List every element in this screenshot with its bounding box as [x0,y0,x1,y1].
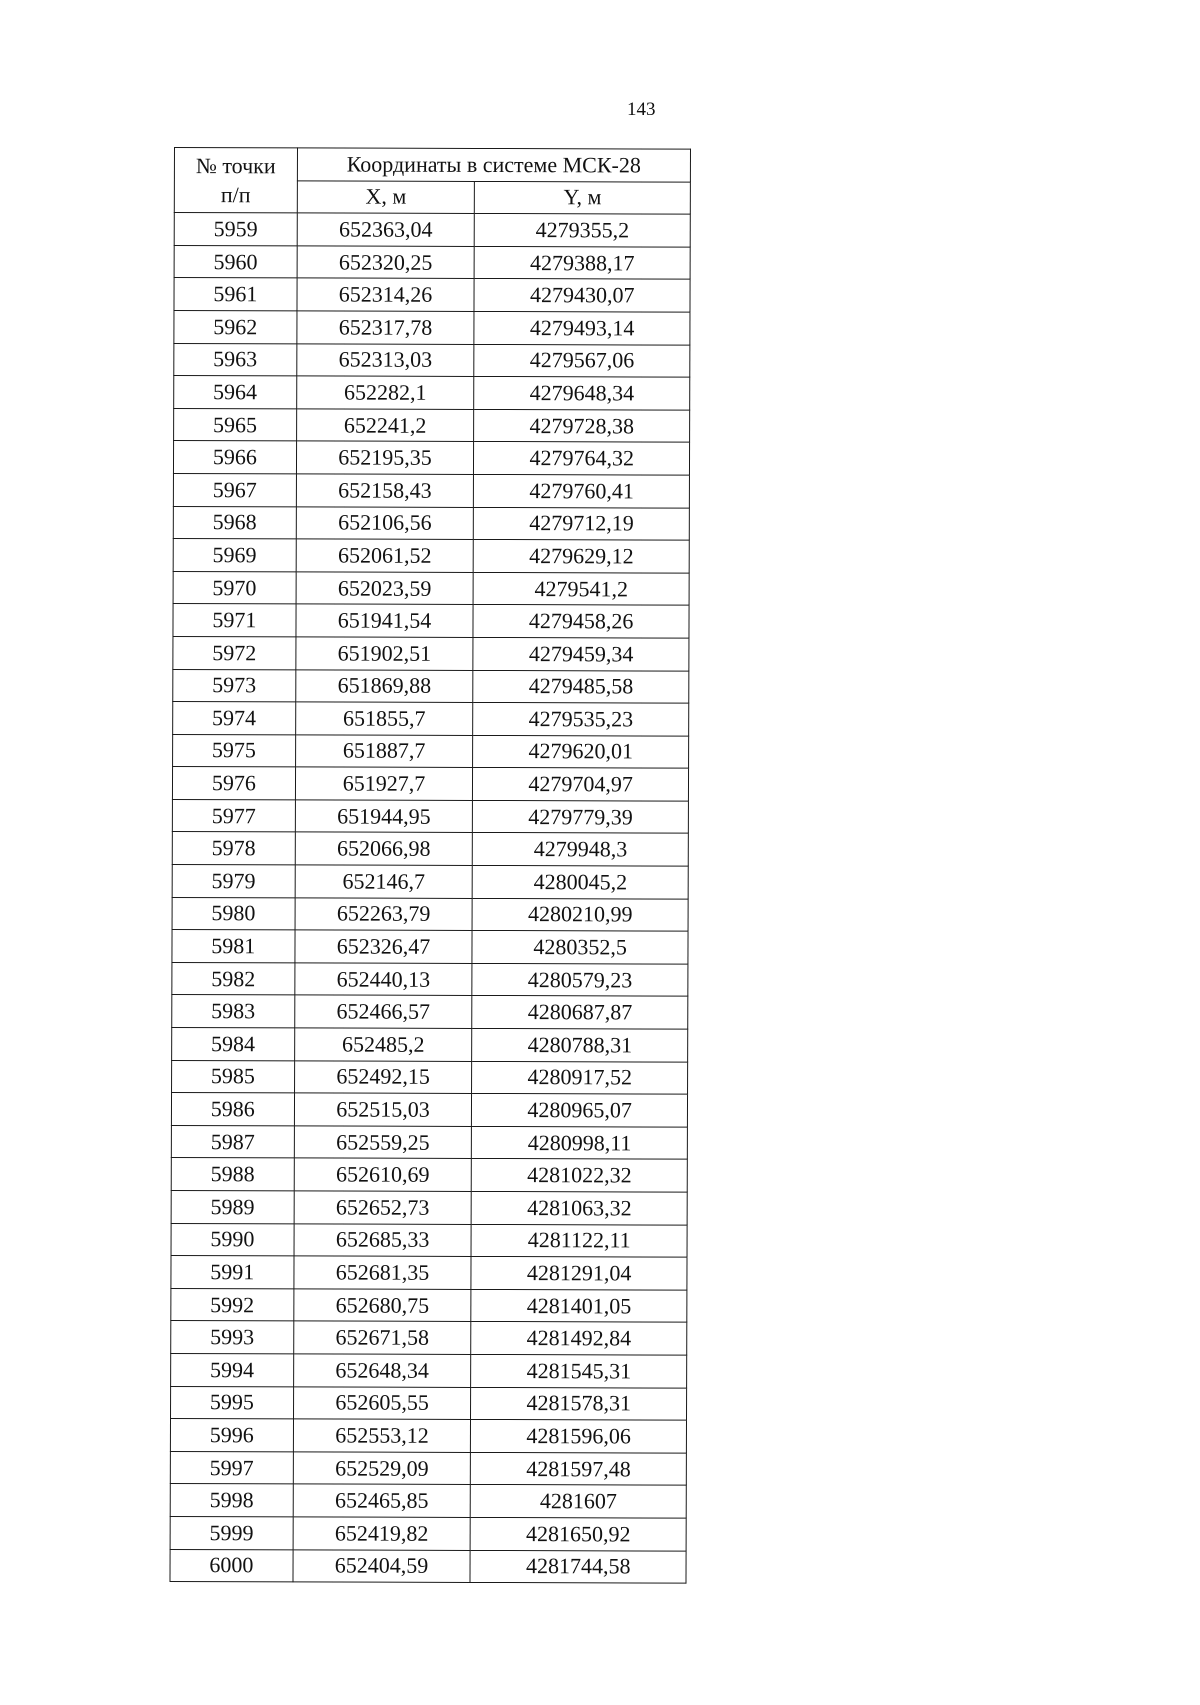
table-row [172,995,688,1029]
table-row [172,767,688,801]
y-coordinate-cell: 4279620,01 [473,735,689,768]
coordinates-group-header: Координаты в системе МСК-28 [297,148,690,182]
point-number-cell: 5983 [172,995,295,1028]
point-number-cell: 5973 [173,669,296,702]
y-coordinate-cell: 4280998,11 [472,1126,688,1159]
y-coordinate-cell: 4281578,31 [471,1387,687,1420]
coordinates-table [169,147,691,1584]
x-coordinate-cell: 652241,2 [296,409,474,442]
point-number-cell: 5968 [173,506,296,539]
point-number-cell: 5974 [173,702,296,735]
table-row [173,734,689,768]
table-row [171,1386,687,1420]
y-coordinate-cell: 4280579,23 [472,963,688,996]
y-coordinate-cell: 4280352,5 [472,931,688,964]
point-number-cell: 5997 [170,1451,293,1484]
y-coordinate-cell: 4281650,92 [470,1517,686,1550]
x-coordinate-cell: 652553,12 [293,1419,471,1452]
x-coordinate-cell: 652440,13 [295,963,473,996]
point-number-cell: 5996 [170,1419,293,1452]
y-coordinate-cell: 4281122,11 [471,1224,687,1257]
table-row [174,343,690,377]
y-coordinate-cell: 4280917,52 [472,1061,688,1094]
x-coordinate-cell: 652320,25 [297,246,475,279]
y-coordinate-cell: 4279430,07 [474,279,690,312]
x-coordinate-cell: 652419,82 [293,1517,471,1550]
table-row [172,1060,688,1094]
x-coordinate-cell: 652326,47 [295,930,473,963]
table-row [170,1451,686,1485]
y-coordinate-cell: 4281022,32 [472,1159,688,1192]
table-row [170,1484,686,1518]
x-coordinate-cell: 651927,7 [295,767,473,800]
point-number-cell: 5998 [170,1484,293,1517]
x-coordinate-cell: 652605,55 [293,1386,471,1419]
y-coordinate-cell: 4279764,32 [474,442,690,475]
point-number-cell: 5977 [172,799,295,832]
x-coordinate-cell: 652465,85 [293,1484,471,1517]
table-row [173,604,689,638]
table-row [172,897,688,931]
x-coordinate-cell: 652106,56 [296,506,474,539]
table-row [170,1419,686,1453]
table-row [171,1353,687,1387]
table-row [170,1516,686,1550]
table-row [172,799,688,833]
point-number-cell: 6000 [170,1549,293,1582]
y-coordinate-cell: 4281401,05 [471,1289,687,1322]
x-coordinate-cell: 651855,7 [295,702,473,735]
x-coordinate-cell: 652282,1 [296,376,474,409]
x-coordinate-cell: 652492,15 [294,1061,472,1094]
point-number-cell: 5984 [172,1028,295,1061]
y-coordinate-cell: 4279712,19 [474,507,690,540]
table-row [171,1223,687,1257]
point-number-cell: 5995 [171,1386,294,1419]
x-coordinate-cell: 652680,75 [293,1289,471,1322]
y-coordinate-cell: 4280210,99 [472,898,688,931]
table-row [172,962,688,996]
x-coordinate-cell: 652066,98 [295,832,473,865]
point-number-cell: 5975 [173,734,296,767]
y-coordinate-cell: 4281607 [471,1485,687,1518]
table-row [172,1028,688,1062]
y-coordinate-cell: 4281597,48 [471,1452,687,1485]
table-row [171,1256,687,1290]
y-coordinate-cell: 4280788,31 [472,1028,688,1061]
point-number-cell: 5959 [174,213,297,246]
x-coordinate-cell: 652671,58 [293,1321,471,1354]
x-coordinate-cell: 652610,69 [294,1158,472,1191]
y-coordinate-cell: 4279567,06 [474,344,690,377]
table-row [171,1321,687,1355]
y-coordinate-cell: 4279355,2 [475,214,691,247]
table-body [170,213,690,1584]
table-row [174,376,690,410]
point-number-header [174,148,297,214]
x-coordinate-cell: 651941,54 [296,604,474,637]
x-coordinate-cell: 652263,79 [295,898,473,931]
x-coordinate-cell: 652158,43 [296,474,474,507]
point-number-cell: 5969 [173,539,296,572]
point-number-header-line1: № точки [195,153,276,179]
point-number-cell: 5985 [172,1060,295,1093]
table-row [171,1093,687,1127]
table-row [171,1125,687,1159]
x-coordinate-cell: 651869,88 [295,669,473,702]
x-coordinate-cell: 651944,95 [295,800,473,833]
x-coordinate-cell: 652652,73 [294,1191,472,1224]
point-number-cell: 5960 [174,245,297,278]
point-number-cell: 5962 [174,310,297,343]
table-row [171,1190,687,1224]
table-header [174,148,690,215]
y-coordinate-cell: 4281063,32 [471,1191,687,1224]
point-number-cell: 5993 [171,1321,294,1354]
x-coordinate-cell: 652515,03 [294,1093,472,1126]
y-coordinate-cell: 4281596,06 [471,1420,687,1453]
point-number-cell: 5967 [173,473,296,506]
point-number-cell: 5982 [172,962,295,995]
table-row [170,1549,686,1583]
y-coordinate-cell: 4281545,31 [471,1354,687,1387]
y-coordinate-cell: 4279485,58 [473,670,689,703]
x-coordinate-cell: 652404,59 [293,1549,471,1582]
x-coordinate-cell: 652681,35 [294,1256,472,1289]
y-column-header: Y, м [475,181,691,214]
y-coordinate-cell: 4279459,34 [473,637,689,670]
y-coordinate-cell: 4279779,39 [473,800,689,833]
header-row-top [174,148,690,182]
table-row [174,245,690,279]
y-coordinate-cell: 4279728,38 [474,409,690,442]
point-number-cell: 5971 [173,604,296,637]
x-coordinate-cell: 652685,33 [294,1223,472,1256]
y-coordinate-cell: 4279535,23 [473,703,689,736]
point-number-cell: 5966 [173,441,296,474]
table-row [174,213,690,247]
table-row [174,278,690,312]
y-coordinate-cell: 4280965,07 [472,1094,688,1127]
y-coordinate-cell: 4279458,26 [473,605,689,638]
point-number-cell: 5992 [171,1288,294,1321]
point-number-cell: 5987 [171,1125,294,1158]
y-coordinate-cell: 4279629,12 [474,540,690,573]
y-coordinate-cell: 4280045,2 [473,866,689,899]
point-number-cell: 5981 [172,930,295,963]
x-coordinate-cell: 652466,57 [294,995,472,1028]
point-number-header-line2: п/п [220,182,251,208]
x-coordinate-cell: 651902,51 [296,637,474,670]
point-number-cell: 5990 [171,1223,294,1256]
table-row [173,506,689,540]
point-number-cell: 5986 [171,1093,294,1126]
point-number-cell: 5970 [173,571,296,604]
x-coordinate-cell: 652146,7 [295,865,473,898]
point-number-cell: 5980 [172,897,295,930]
point-number-cell: 5988 [171,1158,294,1191]
point-number-cell: 5972 [173,636,296,669]
table-row [173,669,689,703]
point-number-cell: 5989 [171,1190,294,1223]
table-row [173,441,689,475]
y-coordinate-cell: 4279541,2 [473,572,689,605]
table-row [173,571,689,605]
page-number: 143 [627,99,656,120]
table-row [174,408,690,442]
table-row [173,539,689,573]
x-coordinate-cell: 652061,52 [296,539,474,572]
x-coordinate-cell: 652485,2 [294,1028,472,1061]
y-coordinate-cell: 4280687,87 [472,996,688,1029]
x-coordinate-cell: 652363,04 [297,213,475,246]
table-row [174,310,690,344]
y-coordinate-cell: 4281744,58 [470,1550,686,1583]
x-coordinate-cell: 651887,7 [295,735,473,768]
x-coordinate-cell: 652529,09 [293,1452,471,1485]
y-coordinate-cell: 4279388,17 [474,246,690,279]
x-coordinate-cell: 652195,35 [296,441,474,474]
y-coordinate-cell: 4279704,97 [473,768,689,801]
x-column-header: X, м [297,180,475,213]
point-number-cell: 5965 [174,408,297,441]
point-number-cell: 5976 [172,767,295,800]
y-coordinate-cell: 4279493,14 [474,311,690,344]
table-row [171,1288,687,1322]
table-row [171,1158,687,1192]
table-row [173,473,689,507]
point-number-cell: 5994 [171,1353,294,1386]
x-coordinate-cell: 652314,26 [297,278,475,311]
point-number-cell: 5979 [172,865,295,898]
x-coordinate-cell: 652559,25 [294,1126,472,1159]
x-coordinate-cell: 652317,78 [297,311,475,344]
point-number-cell: 5963 [174,343,297,376]
x-coordinate-cell: 652648,34 [293,1354,471,1387]
point-number-cell: 5961 [174,278,297,311]
point-number-cell: 5991 [171,1256,294,1289]
point-number-cell: 5964 [174,376,297,409]
point-number-cell: 5978 [172,832,295,865]
y-coordinate-cell: 4281291,04 [471,1257,687,1290]
y-coordinate-cell: 4279948,3 [473,833,689,866]
y-coordinate-cell: 4279760,41 [474,474,690,507]
y-coordinate-cell: 4279648,34 [474,377,690,410]
x-coordinate-cell: 652023,59 [296,572,474,605]
table-row [172,832,688,866]
table-row [173,702,689,736]
point-number-cell: 5999 [170,1516,293,1549]
table-row [172,865,688,899]
y-coordinate-cell: 4281492,84 [471,1322,687,1355]
x-coordinate-cell: 652313,03 [296,343,474,376]
table-row [173,636,689,670]
table-row [172,930,688,964]
